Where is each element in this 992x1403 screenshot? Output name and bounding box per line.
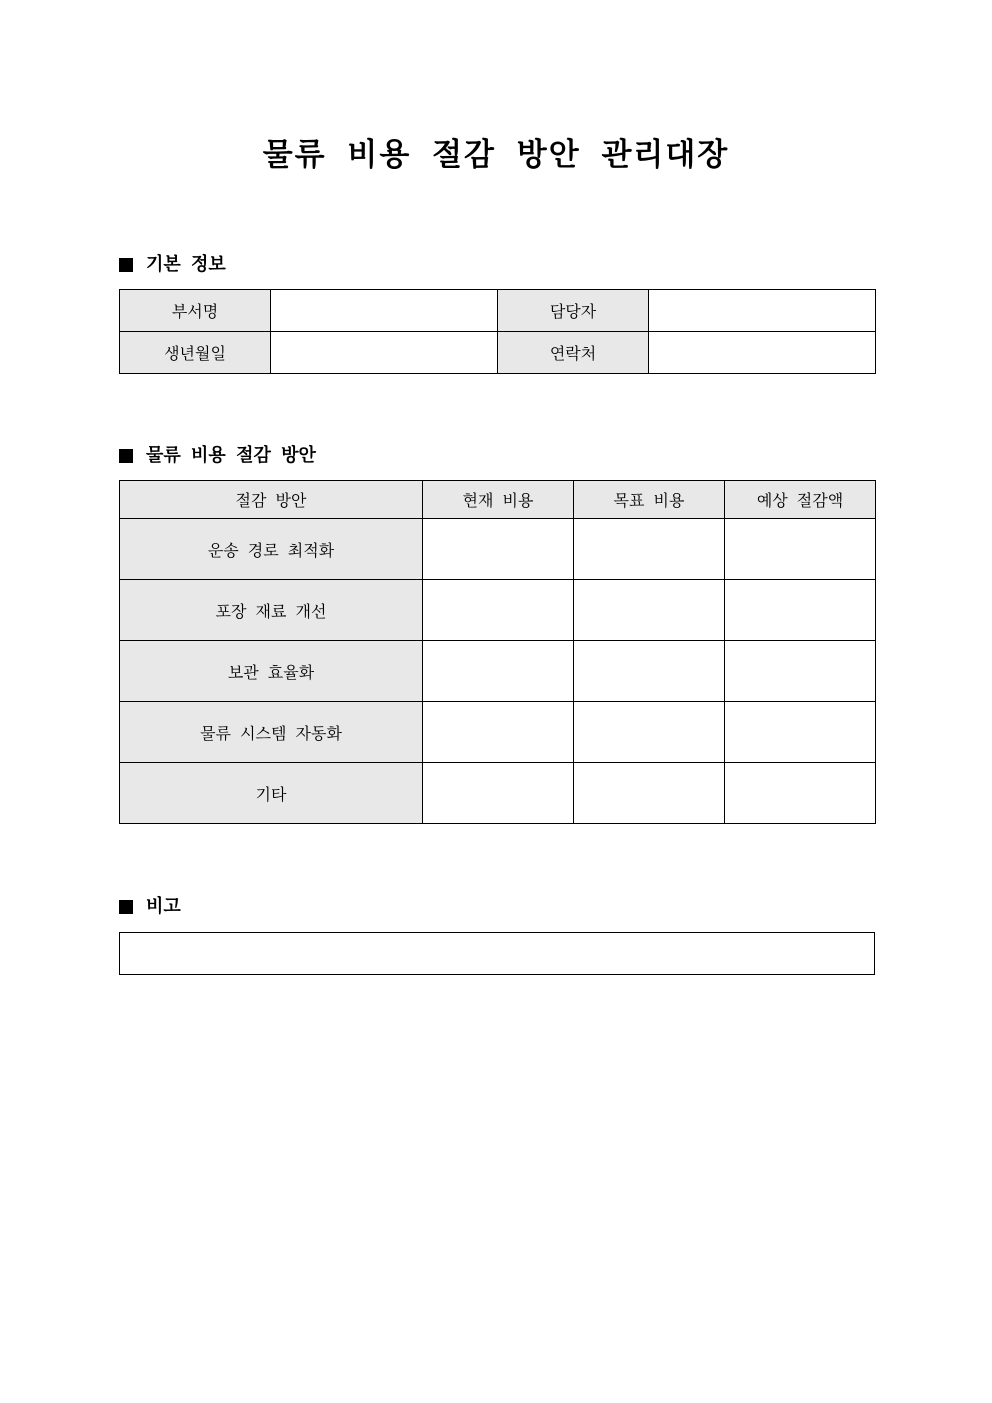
page-title: 물류 비용 절감 방안 관리대장	[262, 137, 730, 173]
current-cost-field[interactable]	[423, 763, 574, 824]
table-row	[120, 641, 876, 702]
target-cost-field[interactable]	[574, 763, 725, 824]
plan-label: 물류 시스템 자동화	[120, 702, 423, 763]
square-bullet-icon	[119, 258, 133, 272]
expected-savings-field[interactable]	[725, 763, 876, 824]
table-row	[120, 519, 876, 580]
target-cost-field[interactable]	[574, 641, 725, 702]
plan-label: 운송 경로 최적화	[120, 519, 423, 580]
column-header-target-cost: 목표 비용	[574, 481, 725, 519]
table-row	[120, 933, 875, 975]
section-heading-remarks	[119, 895, 181, 919]
table-header-row	[120, 481, 876, 519]
remarks-table	[119, 932, 875, 975]
manager-field[interactable]	[649, 290, 876, 332]
expected-savings-field[interactable]	[725, 702, 876, 763]
remarks-field[interactable]	[120, 933, 875, 975]
basic-info-table	[119, 289, 876, 374]
column-header-expected-savings: 예상 절감액	[725, 481, 876, 519]
current-cost-field[interactable]	[423, 641, 574, 702]
expected-savings-field[interactable]	[725, 519, 876, 580]
section-heading-label: 기본 정보	[146, 254, 226, 275]
plan-label: 포장 재료 개선	[120, 580, 423, 641]
target-cost-field[interactable]	[574, 519, 725, 580]
department-field[interactable]	[271, 290, 498, 332]
contact-field[interactable]	[649, 332, 876, 374]
current-cost-field[interactable]	[423, 580, 574, 641]
square-bullet-icon	[119, 900, 133, 914]
plan-label: 기타	[120, 763, 423, 824]
current-cost-field[interactable]	[423, 519, 574, 580]
plan-label: 보관 효율화	[120, 641, 423, 702]
table-row	[120, 763, 876, 824]
cost-plan-table	[119, 480, 876, 824]
column-header-current-cost: 현재 비용	[423, 481, 574, 519]
section-heading-label: 비고	[146, 896, 181, 917]
birthdate-field[interactable]	[271, 332, 498, 374]
birthdate-label: 생년월일	[120, 332, 271, 374]
department-label: 부서명	[120, 290, 271, 332]
table-row	[120, 580, 876, 641]
square-bullet-icon	[119, 449, 133, 463]
manager-label: 담당자	[498, 290, 649, 332]
expected-savings-field[interactable]	[725, 580, 876, 641]
table-row	[120, 332, 876, 374]
section-heading-cost-plan	[119, 444, 316, 468]
current-cost-field[interactable]	[423, 702, 574, 763]
column-header-plan: 절감 방안	[120, 481, 423, 519]
target-cost-field[interactable]	[574, 702, 725, 763]
table-row	[120, 702, 876, 763]
expected-savings-field[interactable]	[725, 641, 876, 702]
table-row	[120, 290, 876, 332]
section-heading-basic-info	[119, 253, 226, 277]
target-cost-field[interactable]	[574, 580, 725, 641]
contact-label: 연락처	[498, 332, 649, 374]
section-heading-label: 물류 비용 절감 방안	[146, 445, 316, 466]
